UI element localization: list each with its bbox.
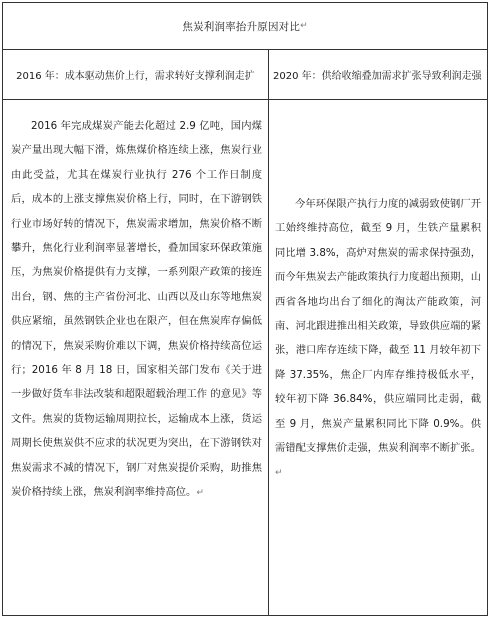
- paragraph-mark: ↵: [300, 21, 308, 31]
- header-2016: 2016 年：成本驱动焦价上行，需求转好支撑利润走扩: [16, 71, 255, 82]
- paragraph-mark: ↵: [196, 488, 204, 499]
- body-2016-text: 2016 年完成煤炭产能去化超过 2.9 亿吨，国内煤炭产量出现大幅下滑，炼焦煤价格连续上涨，焦炭行业由此受益，尤其在煤炭行业执行 276 个工作日制度后，成本的上涨支撑焦炭价格上行，同时，在下游钢铁行业市场好转的情况下，焦炭需求增加，焦炭价格不断攀升，焦化行业利润率显著增长，叠加国家环保政策施压，为焦炭价格提供有力支撑，一系列限产政策的接连出台，钢、焦的主产省份河北、山西以及山东等地焦炭供应紧缩，虽然钢铁企业也在限产，但在焦炭库存偏低的情况下，焦炭采购价难以下调，焦炭价格持续高位运行；2016 年 8 月 18 日，国家相关部门发布《关于进一步做好货车非法改装和超限超载治理工作 的意见》等文件。焦炭的货物运输周期拉长，运输成本上涨，货运周期长使焦炭供不应求的状况更为突出，在下游钢铁对焦炭需求不减的情况下，钢厂对焦炭提价采购，助推焦炭价格持续上涨，焦炭利润率维持高位。: [11, 120, 262, 499]
- table-title-row: [3, 3, 487, 50]
- paragraph-mark: ↵: [275, 468, 283, 479]
- body-row: [3, 100, 487, 615]
- body-2020: [275, 192, 481, 486]
- comparison-table: [2, 2, 488, 616]
- body-2020-text: 今年环保限产执行力度的减弱致使钢厂开工始终维持高位，截至 9 月，生铁产量累积同比增 3.8%，高炉对焦炭的需求保持强劲，而今年焦炭去产能政策执行力度超出预期，山西省各地均出台了细化的淘汰产能政策，河南、河北跟进推出相关政策，导致供应端的紧张，港口库存连续下降，截至 11 月较年初下降 37.35%，焦企厂内库存维持极低水平，较年初下降 36.84%，供应端同比走弱，截至 9 月，焦炭产量累积同比下降 0.9%。供需错配支撑焦价走强，焦炭利润率不断扩张。: [275, 198, 481, 455]
- header-row: [3, 50, 487, 100]
- header-2020: 2020 年：供给收缩叠加需求扩张导致利润走强: [273, 71, 482, 82]
- table-title: 焦炭利润率抬升原因对比: [182, 20, 301, 33]
- body-2016: [11, 114, 262, 506]
